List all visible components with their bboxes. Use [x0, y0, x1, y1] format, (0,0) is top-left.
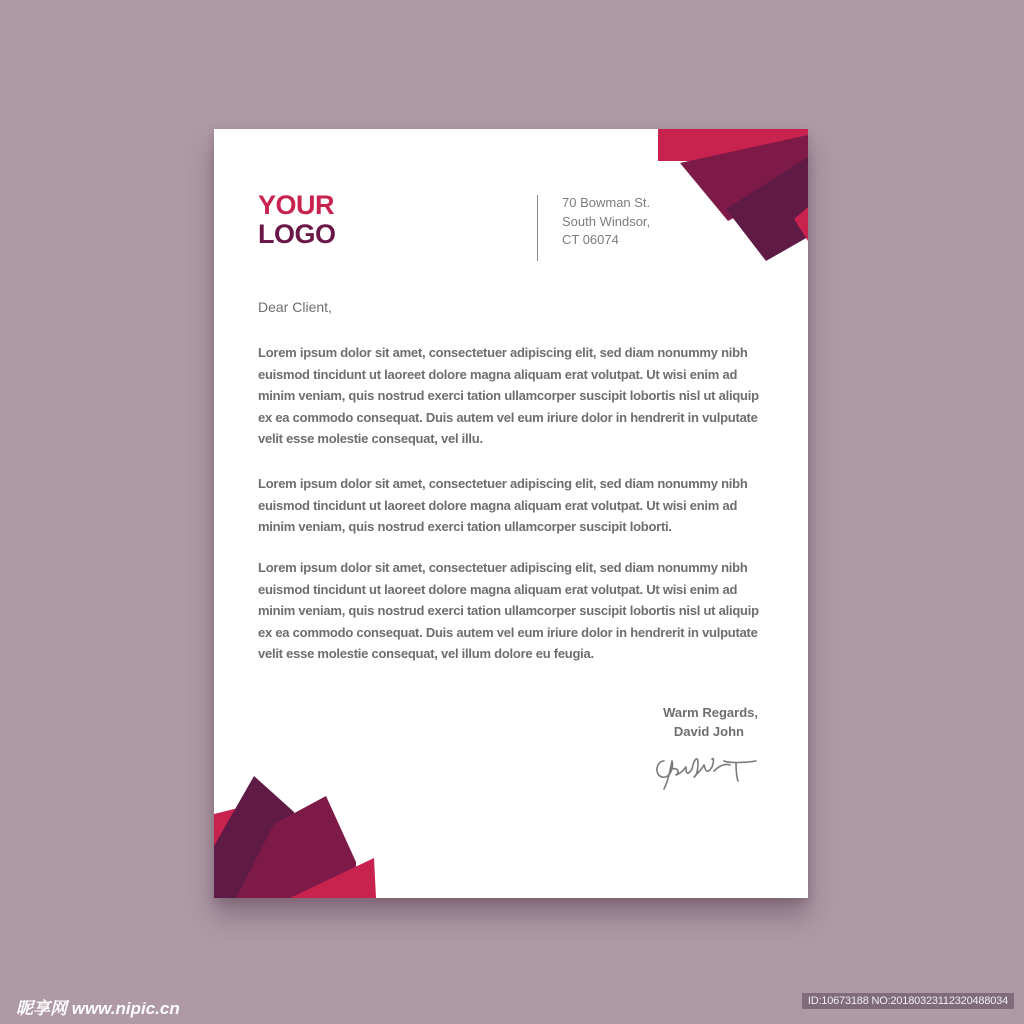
address-line-2: South Windsor,: [562, 213, 651, 229]
letter-closing: [663, 703, 758, 741]
watermark-id: ID:10673188 NO:20180323112320488034: [802, 993, 1014, 1009]
address-line-3: CT 06074: [562, 232, 619, 247]
address-line-1: 70 Bowman St.: [562, 195, 651, 210]
corner-decoration-bottom-left: [214, 776, 376, 898]
signer-name: David John: [673, 724, 744, 739]
letter-greeting: Dear Client,: [258, 299, 332, 315]
company-logo: [258, 191, 336, 249]
company-address: [562, 194, 650, 250]
header-divider: [537, 195, 538, 261]
letter-paragraph-1: Lorem ipsum dolor sit amet, consectetuer adipiscing elit, sed diam nonummy nibh euismod tincidunt ut laoreet dolore magna aliquam erat volutpat. Ut wisi enim ad minim veniam, quis nostrud exerci tation ullamcorper suscipit lobortis nisl ut aliquip ex ea commodo consequat. Duis autem vel eum iriure dolor in hendrerit in vulputate velit esse molestie consequat, vel illu.: [258, 345, 759, 446]
handwritten-signature: [652, 747, 764, 795]
letter-paragraph-2: Lorem ipsum dolor sit amet, consectetuer adipiscing elit, sed diam nonummy nibh euismod tincidunt ut laoreet dolore magna aliquam erat volutpat. Ut wisi enim ad minim veniam, quis nostrud exerci tation ullamcorper suscipit loborti.: [258, 476, 748, 534]
corner-decoration-top-right: [658, 129, 808, 261]
letter-paragraph-3: Lorem ipsum dolor sit amet, consectetuer adipiscing elit, sed diam nonummy nibh euismod tincidunt ut laoreet dolore magna aliquam erat volutpat. Ut wisi enim ad minim veniam, quis nostrud exerci tation ullamcorper suscipit lobortis nisl ut aliquip ex ea commodo consequat. Duis autem vel eum iriure dolor in hendrerit in vulputate velit esse molestie consequat, vel illum dolore eu feugia.: [258, 560, 759, 661]
logo-line-2: LOGO: [258, 219, 336, 249]
letterhead-page: [214, 129, 808, 898]
watermark-left: 昵享网 www.nipic.cn: [16, 999, 180, 1018]
logo-line-1: YOUR: [258, 190, 335, 220]
closing-phrase: Warm Regards,: [663, 705, 758, 720]
